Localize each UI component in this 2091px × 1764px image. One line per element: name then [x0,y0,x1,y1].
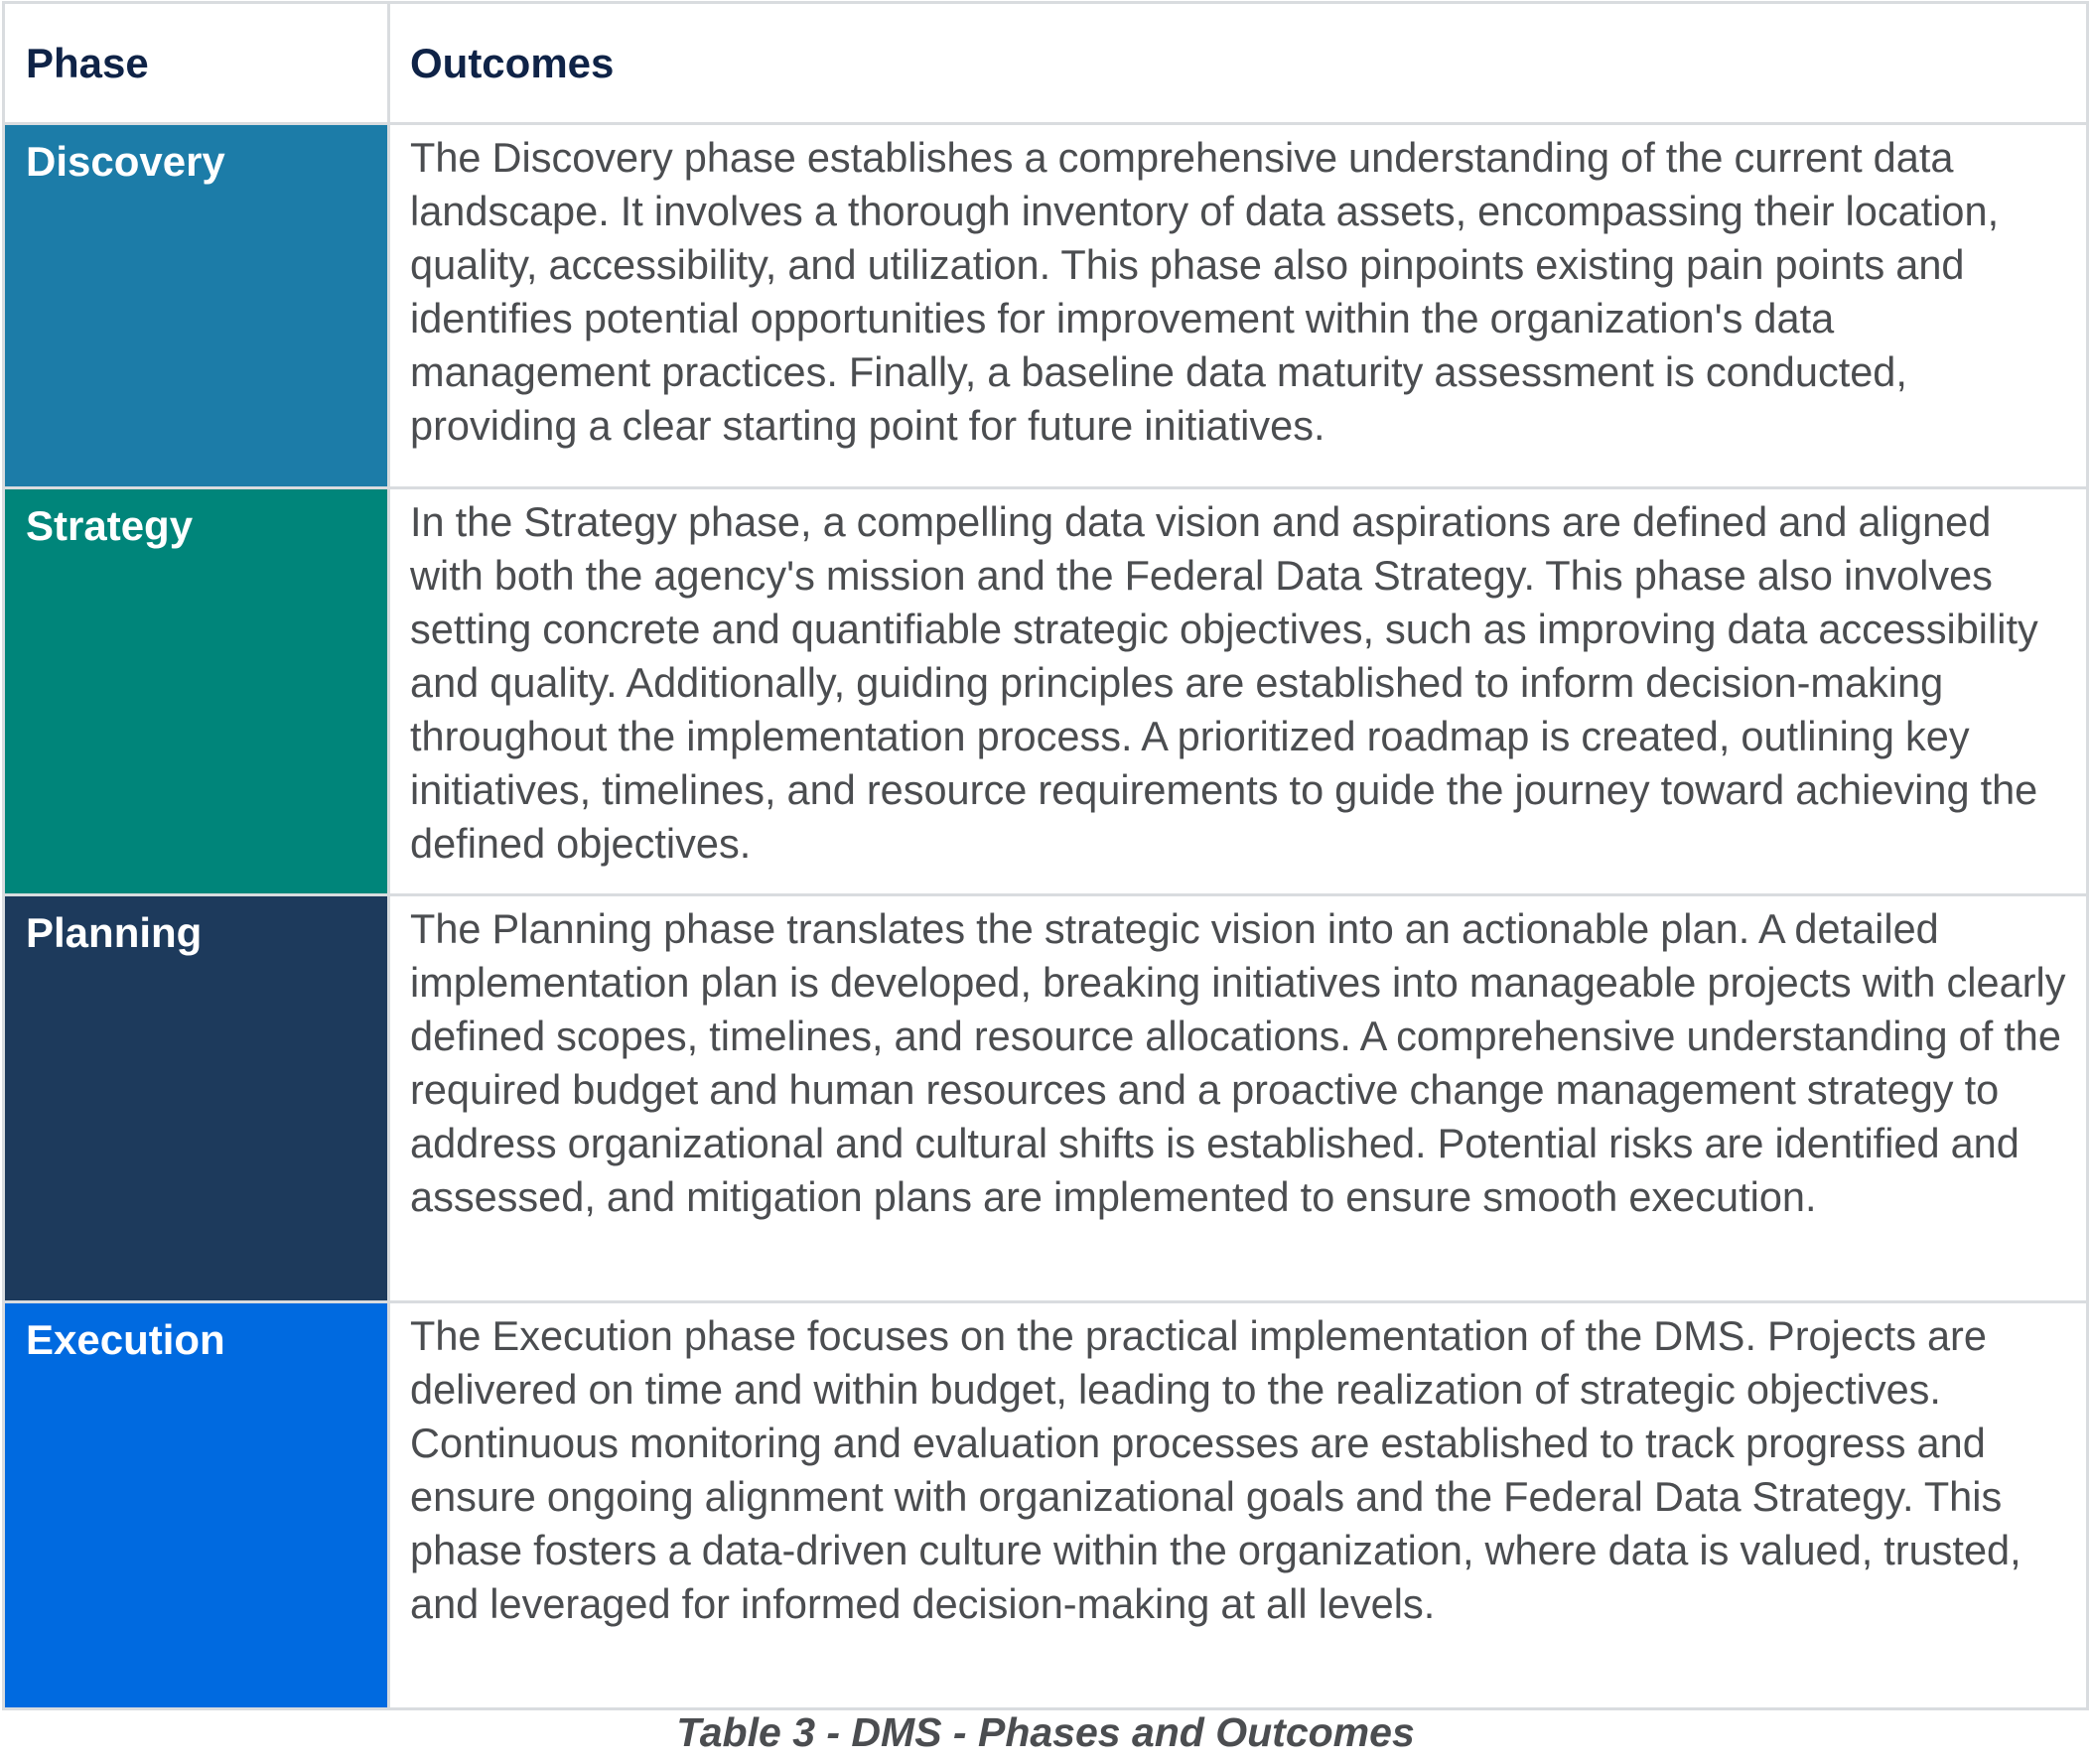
table-row [4,488,2088,895]
phase-cell-planning: Planning [4,895,389,1302]
phases-outcomes-table [2,1,2089,1710]
table-row [4,895,2088,1302]
table-row [4,124,2088,488]
table-row [4,1302,2088,1709]
outcome-cell-strategy: In the Strategy phase, a compelling data vision and aspirations are defined and aligned with both the agency's mission and the Federal Data Strategy. This phase also involves setting concrete and quantifiable strategic objectives, such as improving data accessibility and quality. Additionally, guiding principles are established to inform decision-making throughout the implementation process. A prioritized roadmap is created, outlining key initiatives, timelines, and resource requirements to guide the journey toward achieving the defined objectives. [389,488,2088,895]
table-caption: Table 3 - DMS - Phases and Outcomes [676,1709,1415,1755]
outcome-cell-planning: The Planning phase translates the strategic vision into an actionable plan. A detailed implementation plan is developed, breaking initiatives into manageable projects with clearly defined scopes, timelines, and resource allocations. A comprehensive understanding of the required budget and human resources and a proactive change management strategy to address organizational and cultural shifts is established. Potential risks are identified and assessed, and mitigation plans are implemented to ensure smooth execution. [389,895,2088,1302]
header-phase: Phase [4,3,389,124]
phase-cell-discovery: Discovery [4,124,389,488]
table-header-row [4,3,2088,124]
outcome-cell-execution: The Execution phase focuses on the practical implementation of the DMS. Projects are delivered on time and within budget, leading to the realization of strategic objectives. Continuous monitoring and evaluation processes are established to track progress and ensure ongoing alignment with organizational goals and the Federal Data Strategy. This phase fosters a data-driven culture within the organization, where data is valued, trusted, and leveraged for informed decision-making at all levels. [389,1302,2088,1709]
phase-cell-strategy: Strategy [4,488,389,895]
phase-cell-execution: Execution [4,1302,389,1709]
header-outcomes: Outcomes [389,3,2088,124]
outcome-cell-discovery: The Discovery phase establishes a comprehensive understanding of the current data landscape. It involves a thorough inventory of data assets, encompassing their location, quality, accessibility, and utilization. This phase also pinpoints existing pain points and identifies potential opportunities for improvement within the organization's data management practices. Finally, a baseline data maturity assessment is conducted, providing a clear starting point for future initiatives. [389,124,2088,488]
